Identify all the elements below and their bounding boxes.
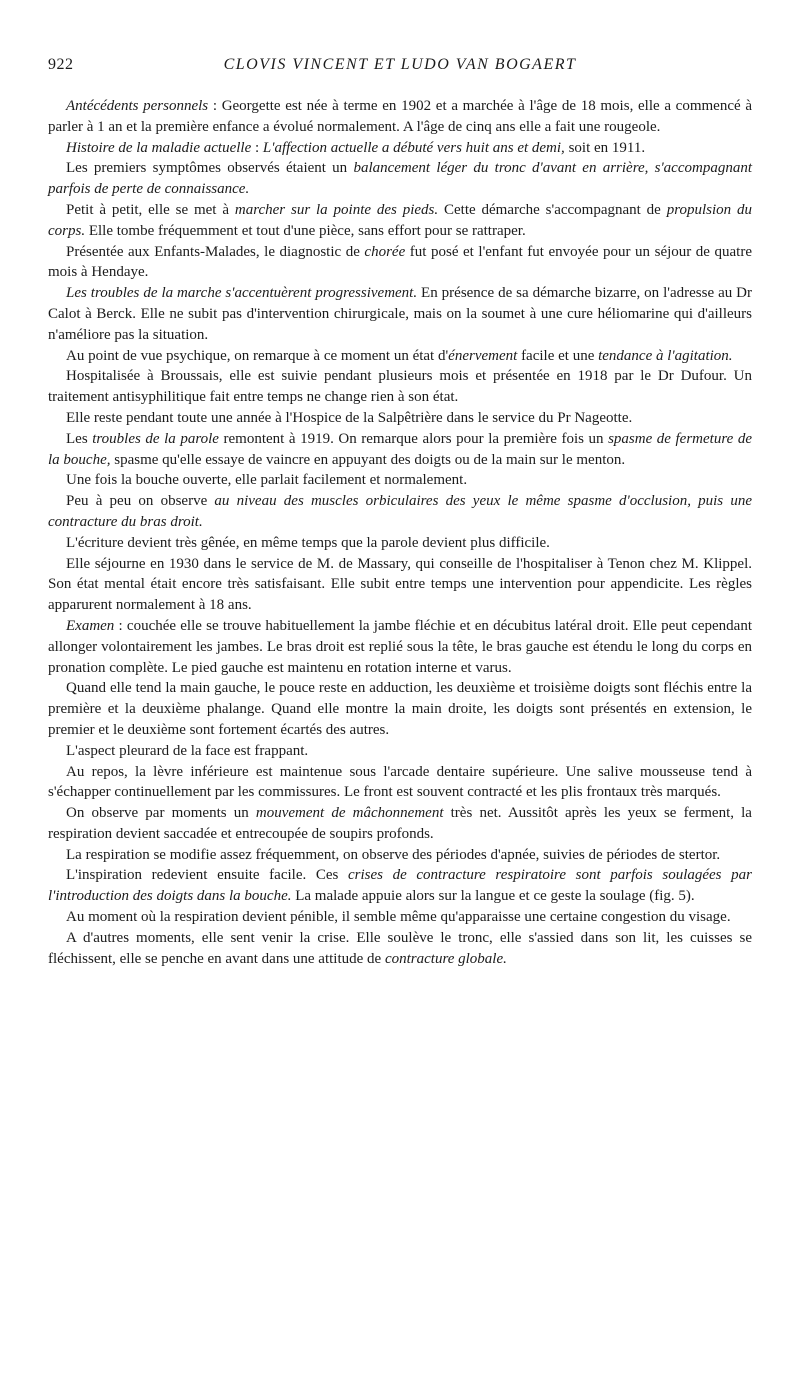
running-head: CLOVIS VINCENT ET LUDO VAN BOGAERT — [223, 56, 577, 73]
text-run: L'écriture devient très gênée, en même temps que la parole devient plus difficile. — [66, 534, 550, 551]
italic-text: marcher sur la pointe des pieds. — [234, 201, 439, 218]
text-run: Hospitalisée à Broussais, elle est suivie pendant plusieurs mois et présentée en 1918 par le Dr Dufour. Un traitement antisyphilitique fait entre temps ne change rien à son état. — [48, 368, 752, 406]
page — [48, 56, 752, 969]
italic-text: Histoire de la maladie actuelle — [66, 139, 252, 156]
text-run: : couchée elle se trouve habituellement la jambe fléchie et en décubitus latéral droit. Elle peut cependant allonger volontairement les jambes. Le bras droit est replié sous la tête, le bras gauche est étendu le long du corps en pronation complète. Le pied gauche est maintenu en rotation interne et varus. — [48, 617, 752, 676]
text-run: remontent à 1919. On remarque alors pour la première fois un — [218, 430, 609, 447]
italic-text: crises de contracture respiratoire sont parfois soulagées par l'introduction des doigts dans la bouche. — [48, 867, 752, 905]
text-run: soit en 1911. — [564, 139, 646, 156]
text-run: Une fois la bouche ouverte, elle parlait facilement et normalement. — [66, 472, 468, 489]
text-run: Elle tombe fréquemment et tout d'une pièce, sans effort pour se rattraper. — [85, 222, 526, 239]
text-run: Elle séjourne en 1930 dans le service de M. de Massary, qui conseille de l'hospitaliser à Tenon chez M. Klippel. Son état mental était encore très satisfaisant. Elle subit entre temps une intervention pour appendicite. Les règles apparurent normalement à 18 ans. — [48, 555, 752, 614]
italic-text: spasme de fermeture de la bouche, — [48, 430, 752, 468]
text-run: : Georgette est née à terme en 1902 et a marchée à l'âge de 18 mois, elle a commencé à parler à 1 an et la première enfance a évolué normalement. A l'âge de cinq ans elle a fait une rougeole. — [48, 98, 752, 135]
paragraph — [48, 429, 752, 471]
body-text — [48, 96, 752, 969]
paragraph — [48, 491, 752, 533]
page-number: 922 — [48, 56, 74, 73]
text-run: On observe par moments un — [66, 805, 256, 822]
italic-text: au niveau des muscles orbiculaires des yeux le même spasme d'occlusion, puis une contracture du bras droit. — [48, 493, 752, 530]
italic-text: mouvement de mâchonnement — [255, 805, 444, 822]
text-run: fut posé et l'enfant fut envoyée pour un séjour de quatre mois à Hendaye. — [48, 243, 752, 281]
paragraph — [48, 470, 752, 491]
paragraph — [48, 242, 752, 284]
paragraph — [48, 554, 752, 616]
text-run: Les — [66, 430, 93, 447]
paragraph — [48, 678, 752, 740]
italic-text: Les troubles de la marche s'accentuèrent progressivement. — [66, 285, 418, 302]
paragraph — [48, 283, 752, 345]
text-run: Les premiers symptômes observés étaient un — [66, 160, 354, 177]
paragraph — [48, 138, 752, 159]
paragraph — [48, 845, 752, 866]
text-run: Au point de vue psychique, on remarque à ce moment un état d' — [66, 347, 449, 364]
text-run: La malade appuie alors sur la langue et ce geste la soulage (fig. 5). — [291, 888, 695, 905]
italic-text: troubles de la parole — [92, 430, 219, 447]
italic-text: chorée — [364, 243, 406, 260]
text-run: A d'autres moments, elle sent venir la crise. Elle soulève le tronc, elle s'assied dans son lit, les cuisses se fléchissent, elle se penche en avant dans une attitude de — [48, 929, 752, 967]
text-run: Peu à peu on observe — [66, 493, 215, 510]
paragraph — [48, 158, 752, 200]
text-run: très net. Aussitôt après les yeux se ferment, la respiration devient saccadée et entrecoupée de soupirs profonds. — [48, 805, 752, 842]
text-run: Elle reste pendant toute une année à l'Hospice de la Salpêtrière dans le service du Pr Nageotte. — [66, 409, 633, 426]
text-run: spasme qu'elle essaye de vaincre en appuyant des doigts ou de la main sur le menton. — [110, 451, 626, 468]
text-run: L'inspiration redevient ensuite facile. Ces — [66, 867, 348, 884]
paragraph — [48, 803, 752, 845]
italic-text: contracture globale. — [384, 950, 507, 967]
paragraph — [48, 928, 752, 970]
text-run: facile et une — [517, 347, 599, 364]
paragraph — [48, 366, 752, 408]
paragraph — [48, 907, 752, 928]
text-run: La respiration se modifie assez fréquemment, on observe des périodes d'apnée, suivies de périodes de stertor. — [66, 846, 721, 863]
text-run: Quand elle tend la main gauche, le pouce reste en adduction, les deuxième et troisième doigts sont fléchis entre la première et la deuxième phalange. Quand elle montre la main droite, les doigts sont présentés en extension, le premier et le deuxième sont fortement écartés des autres. — [48, 680, 752, 738]
paragraph — [48, 533, 752, 554]
italic-text: Antécédents personnels — [66, 98, 209, 114]
paragraph — [48, 616, 752, 678]
paragraph — [48, 762, 752, 804]
text-run: Petit à petit, elle se met à — [66, 201, 235, 218]
italic-text: propulsion du corps. — [48, 201, 752, 239]
page-header — [48, 56, 752, 82]
paragraph — [48, 200, 752, 242]
italic-text: L'affection actuelle a débuté vers huit ans et demi, — [262, 139, 565, 156]
paragraph — [48, 741, 752, 762]
text-run: Présentée aux Enfants-Malades, le diagnostic de — [66, 243, 365, 260]
paragraph — [48, 408, 752, 429]
italic-text: Examen — [66, 617, 115, 634]
paragraph — [48, 865, 752, 907]
text-run: Au repos, la lèvre inférieure est maintenue sous l'arcade dentaire supérieure. Une salive mousseuse tend à s'échapper continuellement par les commissures. Le front est souvent contracté et les plis frontaux très marqués. — [48, 763, 752, 801]
text-run: Cette démarche s'accompagnant de — [438, 201, 667, 218]
text-run: L'aspect pleurard de la face est frappant. — [66, 742, 309, 759]
italic-text: énervement — [448, 347, 518, 364]
italic-text: tendance à l'agitation. — [598, 347, 733, 364]
text-run: En présence de sa démarche bizarre, on l'adresse au Dr Calot à Berck. Elle ne subit pas d'intervention chirurgicale, mais on la soumet à une cure héliomarine qui d'ailleurs n'améliore pas la situation. — [48, 285, 753, 343]
italic-text: balancement léger du tronc d'avant en arrière, s'accompagnant parfois de perte de connaissance. — [48, 160, 752, 198]
paragraph — [48, 346, 752, 367]
paragraph — [48, 96, 752, 138]
text-run: Au moment où la respiration devient pénible, il semble même qu'apparaisse une certaine congestion du visage. — [66, 909, 731, 926]
text-run: : — [251, 139, 263, 156]
